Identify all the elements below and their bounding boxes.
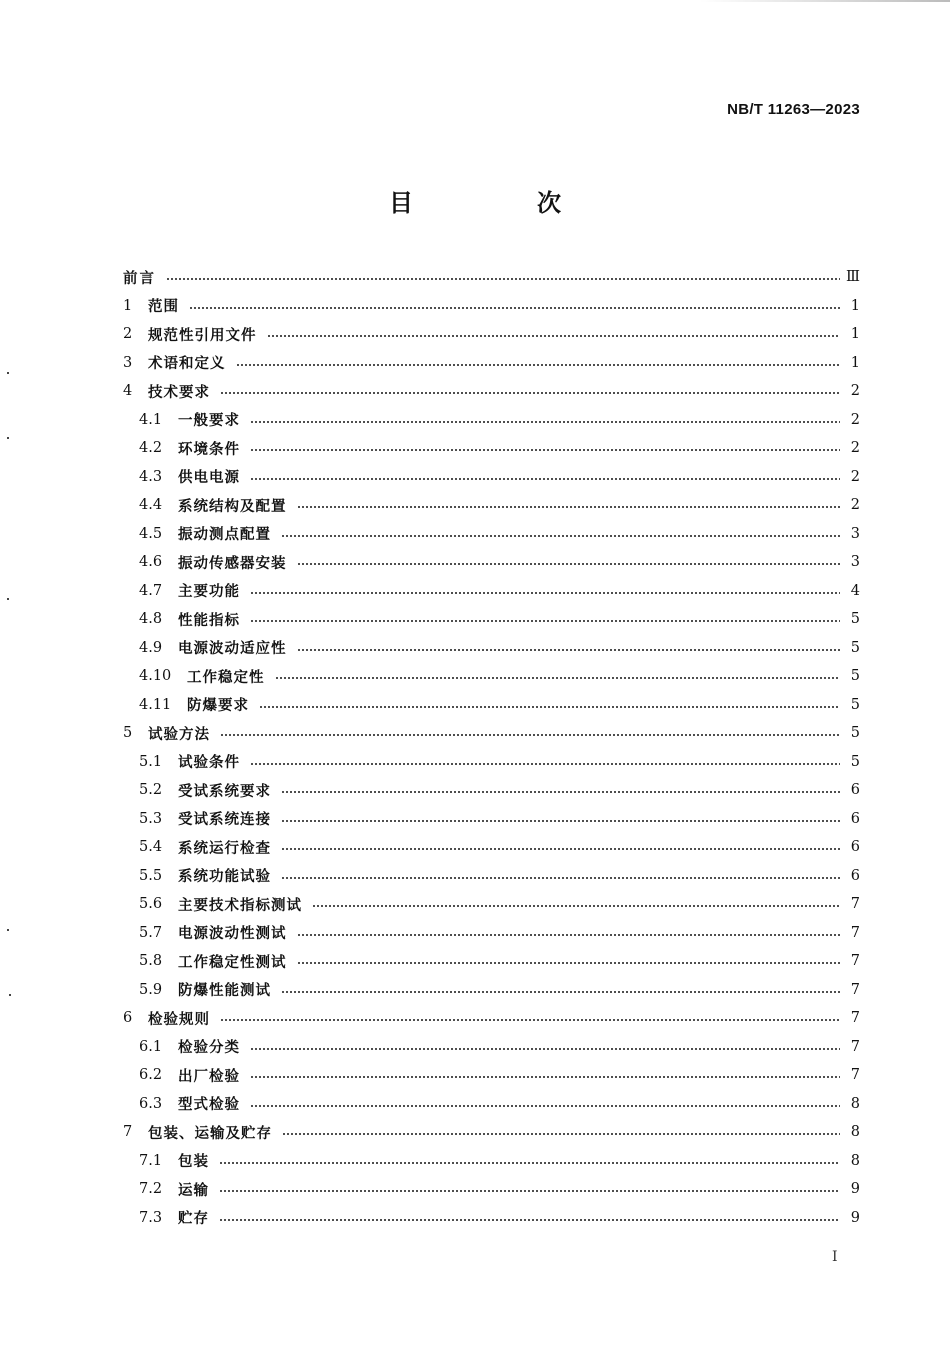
toc-entry-number: 5.1	[139, 753, 163, 770]
dot-leader	[282, 1133, 840, 1135]
toc-entry-title: 电源波动性测试	[178, 926, 287, 943]
dot-leader	[250, 592, 840, 594]
dot-leader	[250, 1076, 840, 1078]
toc-entry-number: 6.1	[139, 1038, 163, 1055]
scan-speck	[7, 372, 9, 374]
toc-entry-page: 3	[850, 554, 860, 571]
toc-entry-title: 试验方法	[148, 726, 210, 743]
dot-leader	[281, 848, 840, 850]
toc-entry-number: 4.4	[139, 497, 163, 514]
toc-entry-number: 4.2	[139, 440, 163, 457]
toc-entry-page: 7	[850, 981, 860, 998]
toc-entry[interactable]	[123, 1090, 860, 1119]
toc-entry-page: 8	[850, 1095, 860, 1112]
toc-entry-number: 5.9	[139, 981, 163, 998]
toc-entry-page: 1	[850, 297, 860, 314]
toc-entry-number: 5.3	[139, 810, 163, 827]
dot-leader	[312, 905, 840, 907]
dot-leader	[297, 934, 841, 936]
toc-entry-number: 4.5	[139, 525, 163, 542]
dot-leader	[189, 307, 840, 309]
dot-leader	[250, 449, 840, 451]
dot-leader	[281, 535, 840, 537]
toc-entry-number: 5.8	[139, 953, 163, 970]
toc-entry-title: 技术要求	[148, 384, 210, 401]
dot-leader	[281, 820, 840, 822]
toc-entry-number: 4.9	[139, 639, 163, 656]
dot-leader	[250, 478, 840, 480]
toc-entry-number: 6.3	[139, 1095, 163, 1112]
toc-entry-title: 受试系统要求	[178, 783, 271, 800]
dot-leader	[297, 649, 841, 651]
toc-entry[interactable]	[123, 662, 860, 691]
toc-entry-number: 4.3	[139, 468, 163, 485]
toc-entry[interactable]	[123, 1033, 860, 1062]
toc-entry[interactable]	[123, 548, 860, 577]
toc-entry[interactable]	[123, 320, 860, 349]
toc-entry-page: 2	[850, 440, 860, 457]
toc-entry[interactable]	[123, 976, 860, 1005]
dot-leader	[220, 734, 840, 736]
footer-page-number: I	[832, 1249, 838, 1265]
toc-entry-title: 工作稳定性测试	[178, 954, 287, 971]
toc-entry[interactable]	[123, 634, 860, 663]
dot-leader	[250, 620, 840, 622]
toc-entry[interactable]	[123, 491, 860, 520]
toc-entry-number: 5.5	[139, 867, 163, 884]
toc-entry-page: 7	[850, 953, 860, 970]
toc-entry-title: 包装、运输及贮存	[148, 1125, 272, 1142]
toc-entry-number: 7	[123, 1124, 133, 1141]
toc-entry[interactable]	[123, 1147, 860, 1176]
dot-leader	[219, 1162, 840, 1164]
toc-entry-title: 振动传感器安装	[178, 555, 287, 572]
toc-entry-number: 7.2	[139, 1181, 163, 1198]
toc-entry[interactable]	[123, 947, 860, 976]
toc-entry[interactable]	[123, 377, 860, 406]
toc-entry-page: 2	[850, 411, 860, 428]
dot-leader	[267, 335, 841, 337]
toc-entry-number: 4.6	[139, 554, 163, 571]
toc-entry-title: 运输	[178, 1182, 209, 1199]
toc-entry-page: 1	[850, 326, 860, 343]
toc-entry-title: 检验规则	[148, 1011, 210, 1028]
toc-entry-number: 7.1	[139, 1152, 163, 1169]
toc-entry-number: 6.2	[139, 1067, 163, 1084]
toc-entry-title: 工作稳定性	[187, 669, 265, 686]
table-of-contents	[123, 263, 860, 1232]
dot-leader	[166, 278, 840, 280]
toc-entry-page: 9	[850, 1209, 860, 1226]
toc-entry[interactable]	[123, 1004, 860, 1033]
toc-entry[interactable]	[123, 1118, 860, 1147]
dot-leader	[259, 706, 840, 708]
toc-entry-page: 7	[850, 924, 860, 941]
toc-entry[interactable]	[123, 292, 860, 321]
dot-leader	[220, 1019, 840, 1021]
dot-leader	[281, 791, 840, 793]
scan-speck	[7, 929, 9, 931]
toc-entry[interactable]	[123, 434, 860, 463]
scan-speck	[9, 994, 11, 996]
toc-entry-title: 范围	[148, 299, 179, 316]
toc-entry-page: 6	[850, 782, 860, 799]
page-title: 目 次	[389, 189, 611, 217]
dot-leader	[281, 877, 840, 879]
toc-entry-title: 贮存	[178, 1211, 209, 1228]
dot-leader	[281, 991, 840, 993]
toc-entry-title: 规范性引用文件	[148, 327, 257, 344]
toc-entry-page: 7	[850, 1067, 860, 1084]
toc-entry[interactable]	[123, 719, 860, 748]
toc-entry-number: 4	[123, 383, 133, 400]
toc-entry[interactable]	[123, 890, 860, 919]
standard-number: NB/T 11263—2023	[727, 101, 860, 118]
toc-entry-page: 5	[850, 668, 860, 685]
dot-leader	[219, 1219, 840, 1221]
toc-entry-page: Ⅲ	[846, 269, 860, 286]
toc-entry-page: 7	[850, 1010, 860, 1027]
toc-entry[interactable]	[123, 1061, 860, 1090]
toc-entry-number: 4.11	[139, 696, 172, 713]
toc-entry-page: 4	[850, 582, 860, 599]
toc-entry-page: 9	[850, 1181, 860, 1198]
toc-entry-page: 2	[850, 383, 860, 400]
dot-leader	[297, 506, 841, 508]
toc-entry[interactable]	[123, 691, 860, 720]
dot-leader	[250, 1048, 840, 1050]
toc-entry-title: 检验分类	[178, 1040, 240, 1057]
toc-entry-page: 2	[850, 468, 860, 485]
toc-entry[interactable]	[123, 349, 860, 378]
dot-leader	[297, 962, 841, 964]
scan-speck	[7, 598, 9, 600]
toc-entry-number: 4.10	[139, 668, 172, 685]
toc-entry-title: 系统结构及配置	[178, 498, 287, 515]
toc-entry-page: 2	[850, 497, 860, 514]
dot-leader	[250, 1105, 840, 1107]
toc-entry[interactable]	[123, 577, 860, 606]
toc-entry[interactable]	[123, 520, 860, 549]
toc-entry-title: 系统功能试验	[178, 869, 271, 886]
scan-edge-line	[700, 0, 950, 2]
toc-entry-page: 8	[850, 1124, 860, 1141]
toc-entry-page: 1	[850, 354, 860, 371]
toc-entry-page: 7	[850, 1038, 860, 1055]
toc-entry-title: 受试系统连接	[178, 812, 271, 829]
toc-entry-title: 一般要求	[178, 413, 240, 430]
toc-entry-title: 主要技术指标测试	[178, 897, 302, 914]
scan-speck	[7, 437, 9, 439]
toc-entry-number: 5.6	[139, 896, 163, 913]
toc-entry-title: 前言	[123, 270, 156, 287]
toc-entry-title: 振动测点配置	[178, 527, 271, 544]
toc-entry-page: 6	[850, 867, 860, 884]
toc-entry[interactable]	[123, 463, 860, 492]
toc-entry-number: 4.1	[139, 411, 163, 428]
toc-entry[interactable]	[123, 263, 860, 292]
toc-entry-page: 5	[850, 725, 860, 742]
toc-entry-title: 型式检验	[178, 1097, 240, 1114]
toc-entry-number: 2	[123, 326, 133, 343]
dot-leader	[297, 563, 841, 565]
toc-entry-number: 3	[123, 354, 133, 371]
dot-leader	[236, 364, 841, 366]
toc-entry[interactable]	[123, 1175, 860, 1204]
toc-entry-title: 防爆要求	[187, 698, 249, 715]
toc-entry-page: 5	[850, 611, 860, 628]
toc-entry-page: 6	[850, 810, 860, 827]
dot-leader	[275, 677, 841, 679]
dot-leader	[219, 1190, 840, 1192]
toc-entry-title: 供电电源	[178, 470, 240, 487]
toc-entry-page: 7	[850, 896, 860, 913]
toc-entry-title: 试验条件	[178, 755, 240, 772]
toc-entry-number: 4.7	[139, 582, 163, 599]
toc-entry-title: 电源波动适应性	[178, 641, 287, 658]
toc-entry[interactable]	[123, 1204, 860, 1233]
toc-entry-number: 5	[123, 725, 133, 742]
toc-entry-number: 5.4	[139, 839, 163, 856]
toc-entry-title: 防爆性能测试	[178, 983, 271, 1000]
toc-entry[interactable]	[123, 919, 860, 948]
toc-entry-page: 5	[850, 753, 860, 770]
toc-entry-title: 性能指标	[178, 612, 240, 629]
toc-entry-title: 出厂检验	[178, 1068, 240, 1085]
dot-leader	[250, 763, 840, 765]
toc-entry[interactable]	[123, 776, 860, 805]
toc-entry-number: 4.8	[139, 611, 163, 628]
dot-leader	[220, 392, 840, 394]
toc-entry-number: 1	[123, 297, 133, 314]
toc-entry-title: 环境条件	[178, 441, 240, 458]
toc-entry-page: 5	[850, 639, 860, 656]
toc-entry-page: 3	[850, 525, 860, 542]
toc-entry-page: 6	[850, 839, 860, 856]
toc-entry-number: 5.2	[139, 782, 163, 799]
toc-entry-title: 主要功能	[178, 584, 240, 601]
toc-entry[interactable]	[123, 605, 860, 634]
toc-entry-page: 8	[850, 1152, 860, 1169]
toc-entry[interactable]	[123, 748, 860, 777]
dot-leader	[250, 421, 840, 423]
toc-entry[interactable]	[123, 833, 860, 862]
toc-entry-number: 5.7	[139, 924, 163, 941]
toc-entry[interactable]	[123, 862, 860, 891]
toc-entry-title: 术语和定义	[148, 356, 226, 373]
toc-entry-number: 6	[123, 1010, 133, 1027]
toc-entry-title: 包装	[178, 1154, 209, 1171]
toc-entry-number: 7.3	[139, 1209, 163, 1226]
toc-entry[interactable]	[123, 406, 860, 435]
toc-entry-title: 系统运行检查	[178, 840, 271, 857]
toc-entry-page: 5	[850, 696, 860, 713]
toc-entry[interactable]	[123, 805, 860, 834]
